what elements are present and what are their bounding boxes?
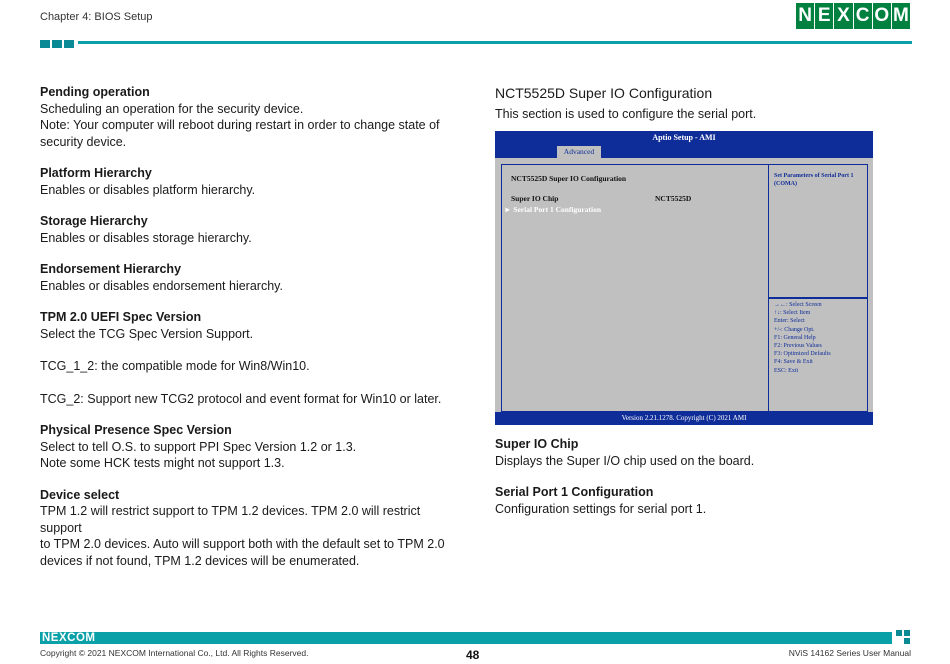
page-number: 48 <box>466 648 480 662</box>
left-column <box>40 84 460 584</box>
bios-key-item: +/-: Change Opt. <box>774 326 815 333</box>
section-text: devices if not found, TPM 1.2 devices will be enumerated. <box>40 553 360 568</box>
logo-letter: O <box>873 3 891 29</box>
logo-letter: C <box>854 3 872 29</box>
bios-keys-panel <box>768 297 868 412</box>
section-text: Configuration settings for serial port 1. <box>495 501 707 516</box>
bios-key-item: F3: Optimized Defaults <box>774 351 831 358</box>
section-title: Serial Port 1 Configuration <box>495 485 654 499</box>
section-text: Displays the Super I/O chip used on the board. <box>495 453 755 468</box>
section-text: TCG_2: Support new TCG2 protocol and event format for Win10 or later. <box>40 391 442 406</box>
bios-key-item: F1: General Help <box>774 334 816 341</box>
footer-copyright: Copyright © 2021 NEXCOM International Co., Ltd. All Rights Reserved. <box>40 648 309 658</box>
section-device-select <box>40 487 460 570</box>
section-text: Select to tell O.S. to support PPI Spec Version 1.2 or 1.3. <box>40 439 357 454</box>
section-text: Select the TCG Spec Version Support. <box>40 326 254 341</box>
section-title: Super IO Chip <box>495 437 579 451</box>
nexcom-logo <box>796 3 910 29</box>
bios-key-item: ESC: Exit <box>774 367 799 374</box>
logo-letter: E <box>815 3 833 29</box>
right-column <box>495 84 875 123</box>
section-tpm-spec-version <box>40 309 460 407</box>
section-text: Enables or disables endorsement hierarchy. <box>40 278 283 293</box>
bios-key-item: ↑↓: Select Item <box>774 310 811 317</box>
bios-help-text: Set Parameters of Serial Port 1 (COMA) <box>774 173 854 187</box>
bios-serial-port-submenu[interactable]: ► Serial Port 1 Configuration <box>504 205 601 214</box>
chapter-title: Chapter 4: BIOS Setup <box>40 11 153 23</box>
bios-key-item: →←: Select Screen <box>774 302 822 308</box>
section-intro: This section is used to configure the serial port. <box>495 107 757 121</box>
bios-chip-label: Super IO Chip <box>511 194 559 203</box>
section-storage-hierarchy <box>40 213 460 246</box>
section-title: Storage Hierarchy <box>40 214 148 228</box>
bios-help-panel <box>768 164 868 299</box>
logo-letter: M <box>892 3 910 29</box>
bios-screen-title: NCT5525D Super IO Configuration <box>511 174 627 183</box>
footer-bar <box>40 632 892 644</box>
section-title: Physical Presence Spec Version <box>40 423 232 437</box>
section-title: Pending operation <box>40 85 150 99</box>
bios-key-item: Enter: Select <box>774 318 805 325</box>
footer-logo: NEXCOM <box>42 632 96 644</box>
section-text: to TPM 2.0 devices. Auto will support both with the default set to TPM 2.0 <box>40 537 445 551</box>
bios-tab-advanced[interactable]: Advanced <box>557 146 601 158</box>
section-physical-presence <box>40 422 460 472</box>
section-title: Platform Hierarchy <box>40 166 152 180</box>
bios-screenshot <box>495 131 873 425</box>
section-text: TPM 1.2 will restrict support to TPM 1.2 devices. TPM 2.0 will restrict support <box>40 504 421 535</box>
section-platform-hierarchy <box>40 165 460 198</box>
section-text: security device. <box>40 134 127 149</box>
header-squares-decoration <box>40 40 74 48</box>
footer-squares-decoration <box>896 630 910 644</box>
section-text: Enables or disables platform hierarchy. <box>40 182 256 197</box>
section-text: TCG_1_2: the compatible mode for Win8/Win10. <box>40 359 310 373</box>
bios-key-item: F4: Save & Exit <box>774 359 813 366</box>
bios-main-panel <box>501 164 769 412</box>
section-title: Endorsement Hierarchy <box>40 262 182 276</box>
bios-key-list <box>774 301 831 375</box>
section-text: Scheduling an operation for the security device. <box>40 101 304 116</box>
section-text: Note: Your computer will reboot during restart in order to change state of <box>40 118 440 132</box>
logo-letter: N <box>796 3 814 29</box>
section-heading: NCT5525D Super IO Configuration <box>495 85 713 101</box>
section-super-io-chip <box>495 436 875 469</box>
section-text: Note some HCK tests might not support 1.3. <box>40 456 285 470</box>
section-endorsement-hierarchy <box>40 261 460 294</box>
section-pending-operation <box>40 84 460 150</box>
section-title: Device select <box>40 487 120 502</box>
bios-footer: Version 2.21.1278. Copyright (C) 2021 AMI <box>495 412 873 425</box>
section-serial-port-1 <box>495 484 875 517</box>
bios-key-item: F2: Previous Values <box>774 343 822 350</box>
right-column-lower <box>495 436 875 532</box>
section-title: TPM 2.0 UEFI Spec Version <box>40 310 202 324</box>
bios-tab-bar <box>495 145 873 158</box>
bios-title-bar: Aptio Setup - AMI <box>495 131 873 145</box>
logo-letter: X <box>834 3 852 29</box>
manual-title: NViS 14162 Series User Manual <box>788 648 911 658</box>
header-rule <box>78 41 912 44</box>
bios-chip-value: NCT5525D <box>655 194 692 203</box>
section-text: Enables or disables storage hierarchy. <box>40 230 252 245</box>
